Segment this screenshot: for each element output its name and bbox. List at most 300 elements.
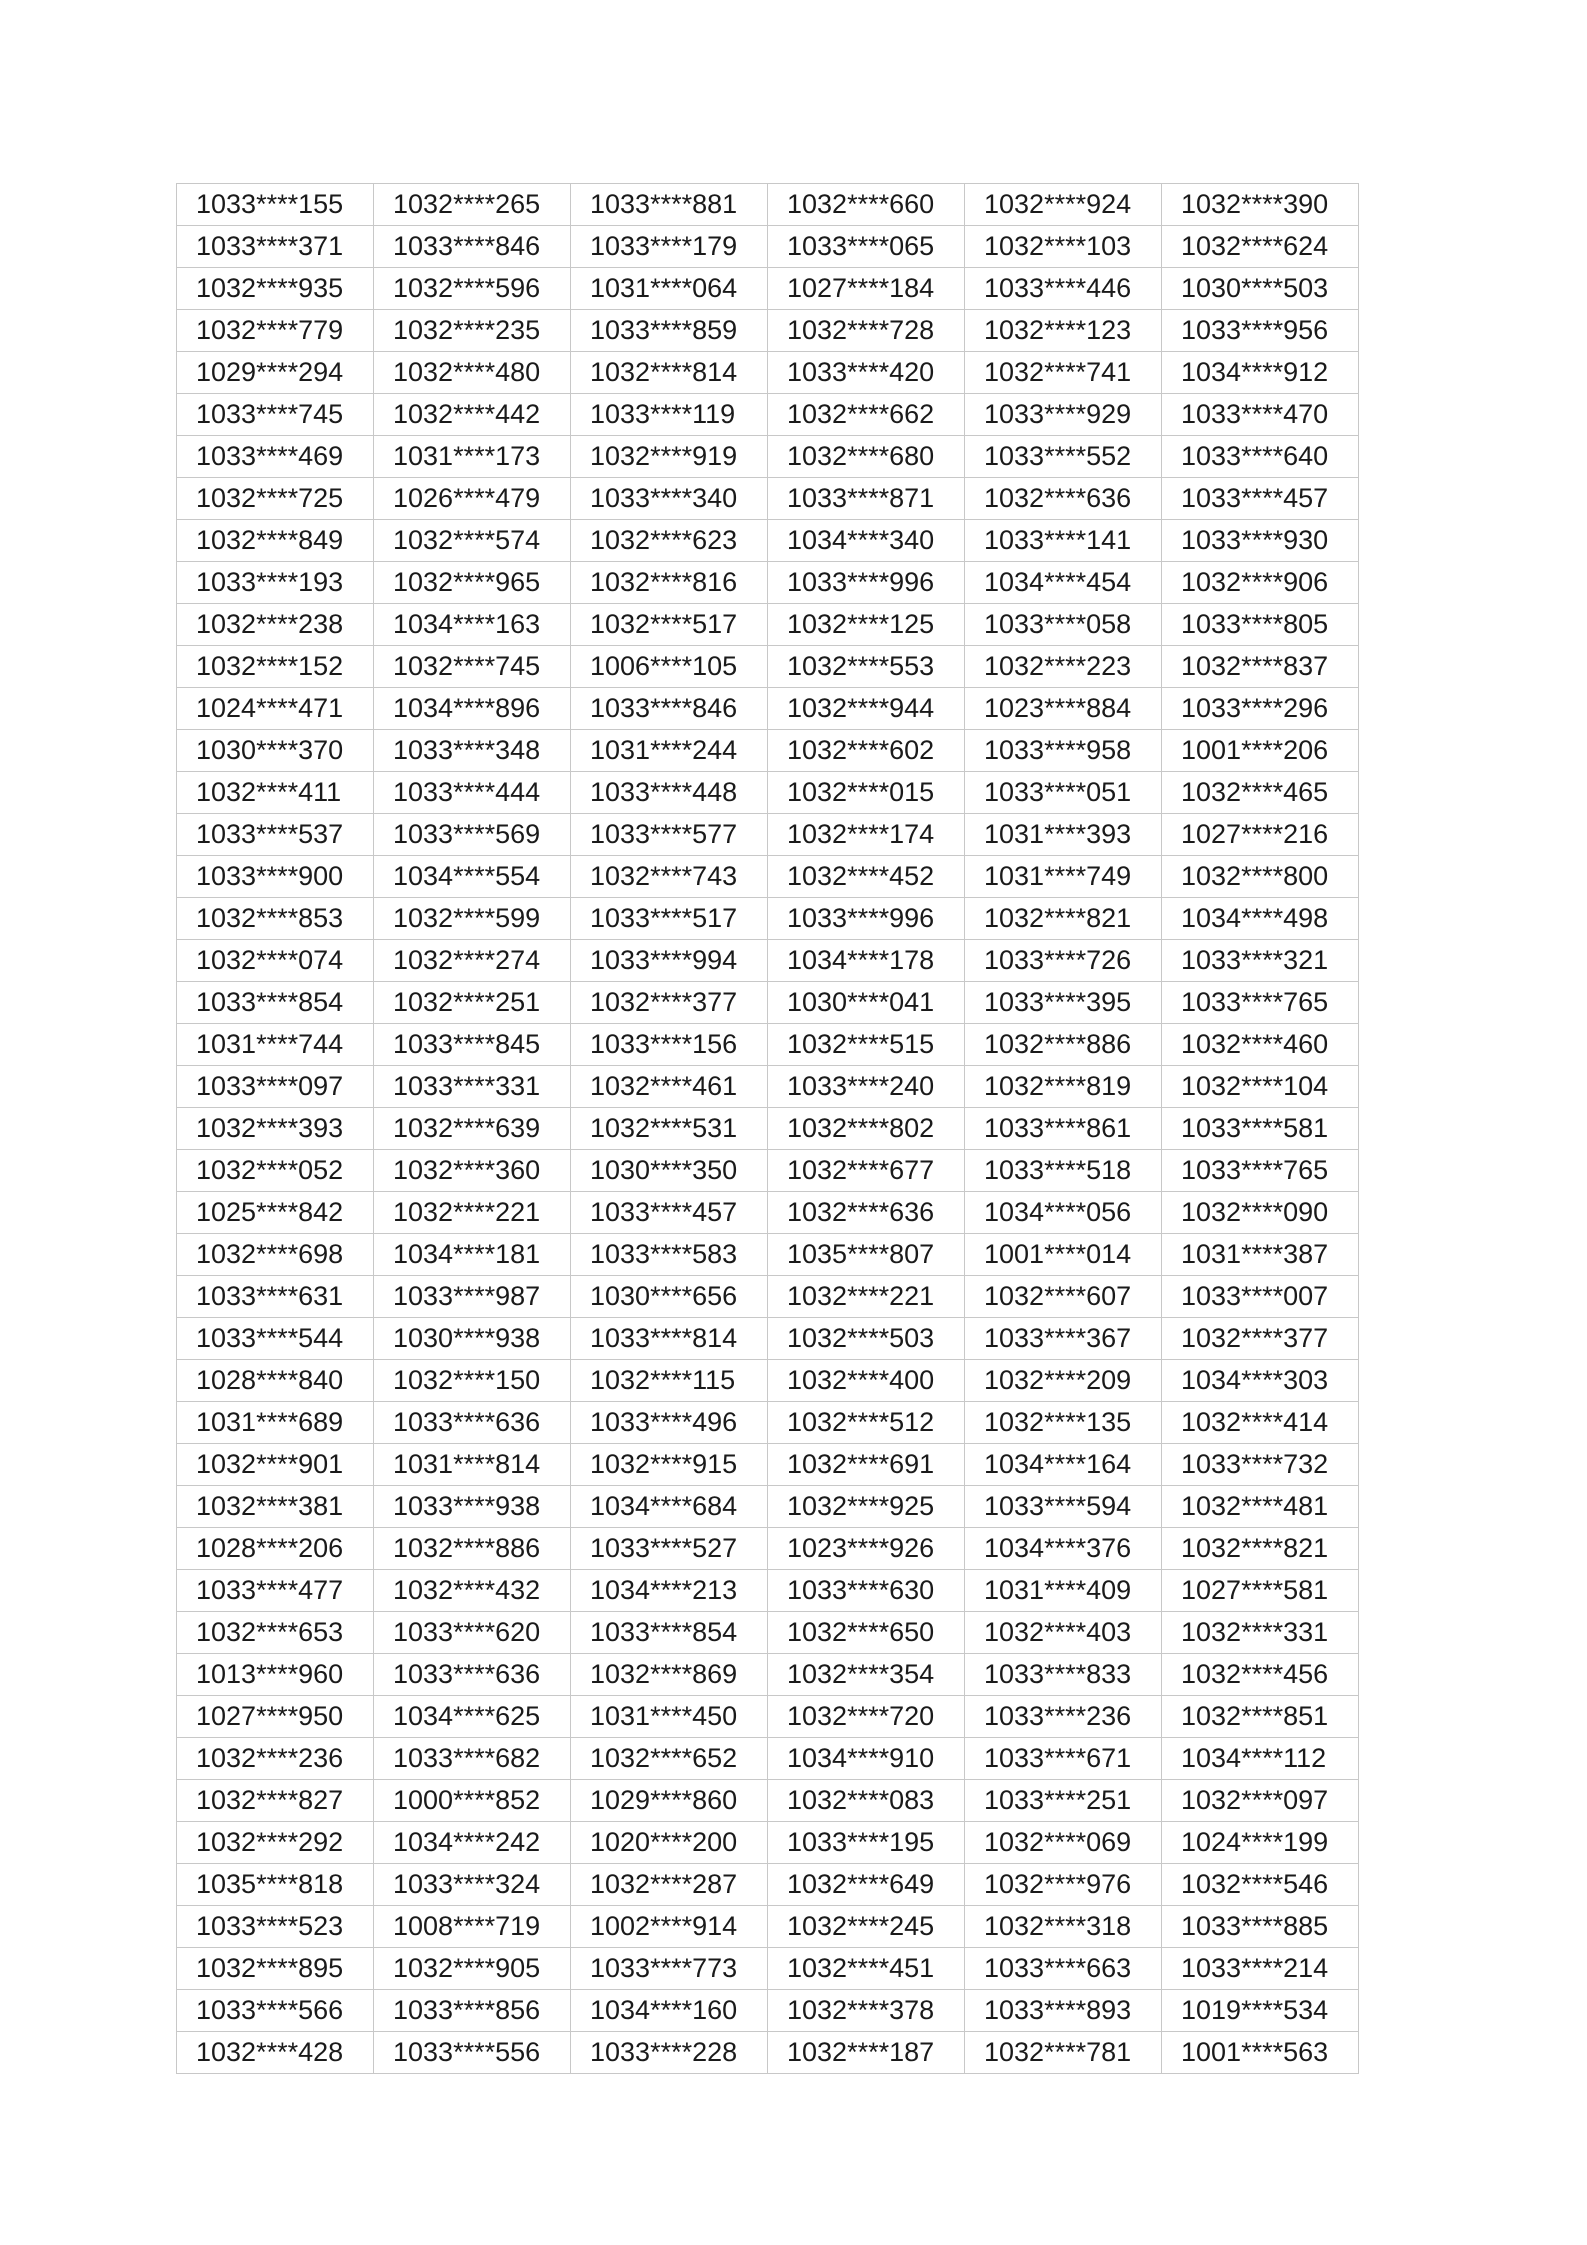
table-row <box>177 1360 1359 1402</box>
table-cell: 1033****141 <box>965 520 1162 562</box>
table-cell: 1034****454 <box>965 562 1162 604</box>
table-cell: 1032****512 <box>768 1402 965 1444</box>
table-cell: 1032****886 <box>965 1024 1162 1066</box>
table-cell: 1032****115 <box>571 1360 768 1402</box>
table-cell: 1001****563 <box>1162 2032 1359 2074</box>
table-cell: 1032****624 <box>1162 226 1359 268</box>
table-cell: 1033****065 <box>768 226 965 268</box>
table-cell: 1032****103 <box>965 226 1162 268</box>
table-cell: 1032****097 <box>1162 1780 1359 1822</box>
table-cell: 1033****469 <box>177 436 374 478</box>
table-cell: 1032****452 <box>768 856 965 898</box>
table-cell: 1030****350 <box>571 1150 768 1192</box>
table-row <box>177 982 1359 1024</box>
table-cell: 1032****069 <box>965 1822 1162 1864</box>
table-cell: 1032****265 <box>374 184 571 226</box>
table-cell: 1033****228 <box>571 2032 768 2074</box>
table-cell: 1033****856 <box>374 1990 571 2032</box>
table-cell: 1032****465 <box>1162 772 1359 814</box>
table-row <box>177 1234 1359 1276</box>
table-cell: 1033****956 <box>1162 310 1359 352</box>
table-cell: 1032****460 <box>1162 1024 1359 1066</box>
table-cell: 1032****553 <box>768 646 965 688</box>
table-cell: 1033****470 <box>1162 394 1359 436</box>
table-cell: 1032****221 <box>768 1276 965 1318</box>
table-cell: 1001****206 <box>1162 730 1359 772</box>
table-cell: 1033****630 <box>768 1570 965 1612</box>
table-cell: 1033****640 <box>1162 436 1359 478</box>
table-row <box>177 1864 1359 1906</box>
table-cell: 1033****846 <box>374 226 571 268</box>
table-cell: 1034****896 <box>374 688 571 730</box>
table-row <box>177 1654 1359 1696</box>
table-cell: 1032****411 <box>177 772 374 814</box>
table-cell: 1032****274 <box>374 940 571 982</box>
table-cell: 1034****625 <box>374 1696 571 1738</box>
table-cell: 1024****471 <box>177 688 374 730</box>
table-cell: 1019****534 <box>1162 1990 1359 2032</box>
table-cell: 1034****056 <box>965 1192 1162 1234</box>
table-cell: 1032****745 <box>374 646 571 688</box>
table-cell: 1034****160 <box>571 1990 768 2032</box>
table-cell: 1023****926 <box>768 1528 965 1570</box>
table-row <box>177 310 1359 352</box>
table-cell: 1035****807 <box>768 1234 965 1276</box>
table-cell: 1033****340 <box>571 478 768 520</box>
table-row <box>177 1696 1359 1738</box>
table-cell: 1034****376 <box>965 1528 1162 1570</box>
table-cell: 1032****360 <box>374 1150 571 1192</box>
table-cell: 1032****851 <box>1162 1696 1359 1738</box>
table-cell: 1032****480 <box>374 352 571 394</box>
table-cell: 1032****816 <box>571 562 768 604</box>
table-cell: 1034****910 <box>768 1738 965 1780</box>
table-cell: 1033****371 <box>177 226 374 268</box>
table-cell: 1033****051 <box>965 772 1162 814</box>
table-cell: 1032****318 <box>965 1906 1162 1948</box>
table-row <box>177 1822 1359 1864</box>
table-cell: 1033****566 <box>177 1990 374 2032</box>
table-cell: 1032****905 <box>374 1948 571 1990</box>
table-cell: 1034****213 <box>571 1570 768 1612</box>
table-cell: 1032****104 <box>1162 1066 1359 1108</box>
table-cell: 1025****842 <box>177 1192 374 1234</box>
table-cell: 1034****163 <box>374 604 571 646</box>
table-cell: 1033****854 <box>571 1612 768 1654</box>
table-row <box>177 268 1359 310</box>
table-row <box>177 772 1359 814</box>
table-cell: 1032****292 <box>177 1822 374 1864</box>
table-cell: 1033****745 <box>177 394 374 436</box>
table-cell: 1033****240 <box>768 1066 965 1108</box>
table-cell: 1033****726 <box>965 940 1162 982</box>
table-cell: 1032****814 <box>571 352 768 394</box>
table-row <box>177 352 1359 394</box>
table-cell: 1032****400 <box>768 1360 965 1402</box>
table-cell: 1026****479 <box>374 478 571 520</box>
table-cell: 1033****444 <box>374 772 571 814</box>
table-cell: 1033****496 <box>571 1402 768 1444</box>
table-cell: 1032****725 <box>177 478 374 520</box>
table-cell: 1033****119 <box>571 394 768 436</box>
table-cell: 1032****135 <box>965 1402 1162 1444</box>
table-cell: 1033****552 <box>965 436 1162 478</box>
table-cell: 1033****577 <box>571 814 768 856</box>
table-cell: 1034****554 <box>374 856 571 898</box>
table-cell: 1033****765 <box>1162 1150 1359 1192</box>
table-cell: 1033****214 <box>1162 1948 1359 1990</box>
table-cell: 1032****174 <box>768 814 965 856</box>
table-cell: 1031****689 <box>177 1402 374 1444</box>
table-cell: 1032****015 <box>768 772 965 814</box>
table-cell: 1033****367 <box>965 1318 1162 1360</box>
table-cell: 1031****749 <box>965 856 1162 898</box>
table-cell: 1032****451 <box>768 1948 965 1990</box>
table-cell: 1032****432 <box>374 1570 571 1612</box>
table-cell: 1033****833 <box>965 1654 1162 1696</box>
table-cell: 1032****574 <box>374 520 571 562</box>
table-cell: 1032****698 <box>177 1234 374 1276</box>
table-cell: 1033****518 <box>965 1150 1162 1192</box>
table-cell: 1033****663 <box>965 1948 1162 1990</box>
table-row <box>177 1402 1359 1444</box>
table-cell: 1032****650 <box>768 1612 965 1654</box>
table-row <box>177 1024 1359 1066</box>
table-cell: 1032****354 <box>768 1654 965 1696</box>
table-cell: 1032****639 <box>374 1108 571 1150</box>
table-cell: 1032****720 <box>768 1696 965 1738</box>
table-cell: 1033****636 <box>374 1654 571 1696</box>
table-cell: 1033****930 <box>1162 520 1359 562</box>
table-cell: 1032****649 <box>768 1864 965 1906</box>
table-cell: 1032****414 <box>1162 1402 1359 1444</box>
table-cell: 1035****818 <box>177 1864 374 1906</box>
table-row <box>177 1948 1359 1990</box>
table-cell: 1031****173 <box>374 436 571 478</box>
table-row <box>177 898 1359 940</box>
table-cell: 1000****852 <box>374 1780 571 1822</box>
table-cell: 1032****381 <box>177 1486 374 1528</box>
table-cell: 1032****456 <box>1162 1654 1359 1696</box>
table-cell: 1032****378 <box>768 1990 965 2032</box>
table-cell: 1033****846 <box>571 688 768 730</box>
table-cell: 1031****450 <box>571 1696 768 1738</box>
table-cell: 1033****765 <box>1162 982 1359 1024</box>
table-cell: 1032****925 <box>768 1486 965 1528</box>
table-row <box>177 1066 1359 1108</box>
table-cell: 1032****779 <box>177 310 374 352</box>
table-cell: 1032****377 <box>1162 1318 1359 1360</box>
table-cell: 1033****569 <box>374 814 571 856</box>
table-cell: 1032****238 <box>177 604 374 646</box>
table-cell: 1032****623 <box>571 520 768 562</box>
table-cell: 1031****814 <box>374 1444 571 1486</box>
table-cell: 1034****340 <box>768 520 965 562</box>
table-cell: 1034****181 <box>374 1234 571 1276</box>
table-cell: 1033****156 <box>571 1024 768 1066</box>
table-cell: 1033****881 <box>571 184 768 226</box>
table-cell: 1033****732 <box>1162 1444 1359 1486</box>
table-cell: 1032****800 <box>1162 856 1359 898</box>
table-cell: 1034****178 <box>768 940 965 982</box>
table-cell: 1032****660 <box>768 184 965 226</box>
table-cell: 1032****976 <box>965 1864 1162 1906</box>
table-cell: 1034****242 <box>374 1822 571 1864</box>
table-cell: 1033****594 <box>965 1486 1162 1528</box>
table-cell: 1032****743 <box>571 856 768 898</box>
table-cell: 1032****853 <box>177 898 374 940</box>
table-cell: 1033****893 <box>965 1990 1162 2032</box>
table-cell: 1033****179 <box>571 226 768 268</box>
table-cell: 1033****537 <box>177 814 374 856</box>
table-cell: 1033****987 <box>374 1276 571 1318</box>
table-cell: 1033****682 <box>374 1738 571 1780</box>
table-cell: 1032****236 <box>177 1738 374 1780</box>
table-cell: 1027****216 <box>1162 814 1359 856</box>
table-cell: 1034****498 <box>1162 898 1359 940</box>
table-cell: 1032****393 <box>177 1108 374 1150</box>
table-row <box>177 184 1359 226</box>
table-cell: 1034****164 <box>965 1444 1162 1486</box>
table-cell: 1032****331 <box>1162 1612 1359 1654</box>
table-row <box>177 1192 1359 1234</box>
table-cell: 1033****457 <box>571 1192 768 1234</box>
table-cell: 1032****837 <box>1162 646 1359 688</box>
table-row <box>177 1906 1359 1948</box>
table-cell: 1033****996 <box>768 898 965 940</box>
table-cell: 1031****744 <box>177 1024 374 1066</box>
table-row <box>177 1738 1359 1780</box>
table-cell: 1033****636 <box>374 1402 571 1444</box>
table-row <box>177 1612 1359 1654</box>
table-row <box>177 394 1359 436</box>
table-cell: 1033****331 <box>374 1066 571 1108</box>
table-cell: 1032****083 <box>768 1780 965 1822</box>
table-cell: 1032****819 <box>965 1066 1162 1108</box>
table-row <box>177 1528 1359 1570</box>
table-cell: 1033****900 <box>177 856 374 898</box>
table-cell: 1032****636 <box>768 1192 965 1234</box>
table-cell: 1032****428 <box>177 2032 374 2074</box>
table-cell: 1031****393 <box>965 814 1162 856</box>
table-cell: 1032****481 <box>1162 1486 1359 1528</box>
table-row <box>177 2032 1359 2074</box>
table-cell: 1032****251 <box>374 982 571 1024</box>
table-row <box>177 478 1359 520</box>
table-row <box>177 1990 1359 2032</box>
table-cell: 1032****652 <box>571 1738 768 1780</box>
table-cell: 1032****377 <box>571 982 768 1024</box>
table-cell: 1032****602 <box>768 730 965 772</box>
table-cell: 1032****915 <box>571 1444 768 1486</box>
table-row <box>177 1276 1359 1318</box>
table-cell: 1033****620 <box>374 1612 571 1654</box>
table-cell: 1032****728 <box>768 310 965 352</box>
table-cell: 1032****935 <box>177 268 374 310</box>
table-row <box>177 646 1359 688</box>
table-cell: 1033****859 <box>571 310 768 352</box>
table-cell: 1033****321 <box>1162 940 1359 982</box>
table-cell: 1030****938 <box>374 1318 571 1360</box>
table-cell: 1020****200 <box>571 1822 768 1864</box>
table-cell: 1023****884 <box>965 688 1162 730</box>
table-cell: 1033****193 <box>177 562 374 604</box>
table-cell: 1002****914 <box>571 1906 768 1948</box>
table-cell: 1032****596 <box>374 268 571 310</box>
table-cell: 1006****105 <box>571 646 768 688</box>
table-cell: 1032****287 <box>571 1864 768 1906</box>
table-row <box>177 1780 1359 1822</box>
table-cell: 1013****960 <box>177 1654 374 1696</box>
table-row <box>177 1108 1359 1150</box>
table-cell: 1033****994 <box>571 940 768 982</box>
table-cell: 1033****773 <box>571 1948 768 1990</box>
table-cell: 1032****123 <box>965 310 1162 352</box>
table-cell: 1033****395 <box>965 982 1162 1024</box>
table-cell: 1033****097 <box>177 1066 374 1108</box>
table-row <box>177 1486 1359 1528</box>
table-cell: 1032****074 <box>177 940 374 982</box>
table-row <box>177 1570 1359 1612</box>
table-cell: 1027****950 <box>177 1696 374 1738</box>
table-cell: 1032****235 <box>374 310 571 352</box>
table-cell: 1032****653 <box>177 1612 374 1654</box>
table-cell: 1032****944 <box>768 688 965 730</box>
table-cell: 1030****041 <box>768 982 965 1024</box>
table-cell: 1033****805 <box>1162 604 1359 646</box>
table-row <box>177 1150 1359 1192</box>
id-number-table <box>176 183 1359 2074</box>
table-cell: 1032****442 <box>374 394 571 436</box>
table-cell: 1008****719 <box>374 1906 571 1948</box>
table-cell: 1033****854 <box>177 982 374 1024</box>
table-row <box>177 226 1359 268</box>
table-cell: 1033****544 <box>177 1318 374 1360</box>
table-cell: 1032****052 <box>177 1150 374 1192</box>
table-cell: 1032****090 <box>1162 1192 1359 1234</box>
table-cell: 1033****527 <box>571 1528 768 1570</box>
table-cell: 1033****007 <box>1162 1276 1359 1318</box>
table-cell: 1032****827 <box>177 1780 374 1822</box>
table-row <box>177 688 1359 730</box>
table-cell: 1001****014 <box>965 1234 1162 1276</box>
table-cell: 1033****996 <box>768 562 965 604</box>
table-cell: 1033****845 <box>374 1024 571 1066</box>
table-cell: 1032****403 <box>965 1612 1162 1654</box>
table-cell: 1032****781 <box>965 2032 1162 2074</box>
table-cell: 1033****958 <box>965 730 1162 772</box>
table-cell: 1033****195 <box>768 1822 965 1864</box>
table-cell: 1032****802 <box>768 1108 965 1150</box>
table-row <box>177 856 1359 898</box>
table-cell: 1027****184 <box>768 268 965 310</box>
table-row <box>177 1444 1359 1486</box>
table-cell: 1032****821 <box>965 898 1162 940</box>
table-cell: 1033****929 <box>965 394 1162 436</box>
table-row <box>177 940 1359 982</box>
table-cell: 1032****503 <box>768 1318 965 1360</box>
table-cell: 1034****112 <box>1162 1738 1359 1780</box>
table-cell: 1032****152 <box>177 646 374 688</box>
table-row <box>177 604 1359 646</box>
table-cell: 1032****965 <box>374 562 571 604</box>
table-cell: 1033****296 <box>1162 688 1359 730</box>
table-cell: 1032****517 <box>571 604 768 646</box>
table-cell: 1032****662 <box>768 394 965 436</box>
table-cell: 1033****671 <box>965 1738 1162 1780</box>
table-cell: 1032****901 <box>177 1444 374 1486</box>
table-cell: 1033****885 <box>1162 1906 1359 1948</box>
table-cell: 1032****680 <box>768 436 965 478</box>
table-cell: 1030****656 <box>571 1276 768 1318</box>
table-cell: 1032****245 <box>768 1906 965 1948</box>
table-cell: 1033****871 <box>768 478 965 520</box>
table-cell: 1031****244 <box>571 730 768 772</box>
table-cell: 1032****886 <box>374 1528 571 1570</box>
table-cell: 1032****546 <box>1162 1864 1359 1906</box>
table-cell: 1032****869 <box>571 1654 768 1696</box>
table-cell: 1033****477 <box>177 1570 374 1612</box>
table-cell: 1033****448 <box>571 772 768 814</box>
table-cell: 1032****821 <box>1162 1528 1359 1570</box>
table-row <box>177 436 1359 478</box>
table-cell: 1029****860 <box>571 1780 768 1822</box>
table-cell: 1033****517 <box>571 898 768 940</box>
table-cell: 1029****294 <box>177 352 374 394</box>
table-cell: 1031****409 <box>965 1570 1162 1612</box>
table-cell: 1033****348 <box>374 730 571 772</box>
table-body <box>177 184 1359 2074</box>
table-cell: 1032****607 <box>965 1276 1162 1318</box>
table-cell: 1032****531 <box>571 1108 768 1150</box>
table-cell: 1032****691 <box>768 1444 965 1486</box>
table-cell: 1032****677 <box>768 1150 965 1192</box>
table-row <box>177 730 1359 772</box>
table-cell: 1030****370 <box>177 730 374 772</box>
table-cell: 1033****446 <box>965 268 1162 310</box>
table-cell: 1028****206 <box>177 1528 374 1570</box>
table-row <box>177 520 1359 562</box>
table-cell: 1033****324 <box>374 1864 571 1906</box>
table-cell: 1033****583 <box>571 1234 768 1276</box>
table-cell: 1032****150 <box>374 1360 571 1402</box>
table-cell: 1032****125 <box>768 604 965 646</box>
table-cell: 1027****581 <box>1162 1570 1359 1612</box>
table-cell: 1034****912 <box>1162 352 1359 394</box>
table-cell: 1033****556 <box>374 2032 571 2074</box>
table-cell: 1033****457 <box>1162 478 1359 520</box>
table-cell: 1028****840 <box>177 1360 374 1402</box>
table-row <box>177 1318 1359 1360</box>
table-cell: 1033****155 <box>177 184 374 226</box>
table-cell: 1032****223 <box>965 646 1162 688</box>
table-row <box>177 562 1359 604</box>
table-cell: 1032****924 <box>965 184 1162 226</box>
table-cell: 1033****814 <box>571 1318 768 1360</box>
table-cell: 1032****461 <box>571 1066 768 1108</box>
table-cell: 1032****636 <box>965 478 1162 520</box>
table-cell: 1032****209 <box>965 1360 1162 1402</box>
table-cell: 1031****387 <box>1162 1234 1359 1276</box>
table-row <box>177 814 1359 856</box>
table-cell: 1033****251 <box>965 1780 1162 1822</box>
table-cell: 1034****303 <box>1162 1360 1359 1402</box>
table-cell: 1030****503 <box>1162 268 1359 310</box>
table-cell: 1032****221 <box>374 1192 571 1234</box>
table-cell: 1032****515 <box>768 1024 965 1066</box>
table-cell: 1033****861 <box>965 1108 1162 1150</box>
table-cell: 1033****938 <box>374 1486 571 1528</box>
